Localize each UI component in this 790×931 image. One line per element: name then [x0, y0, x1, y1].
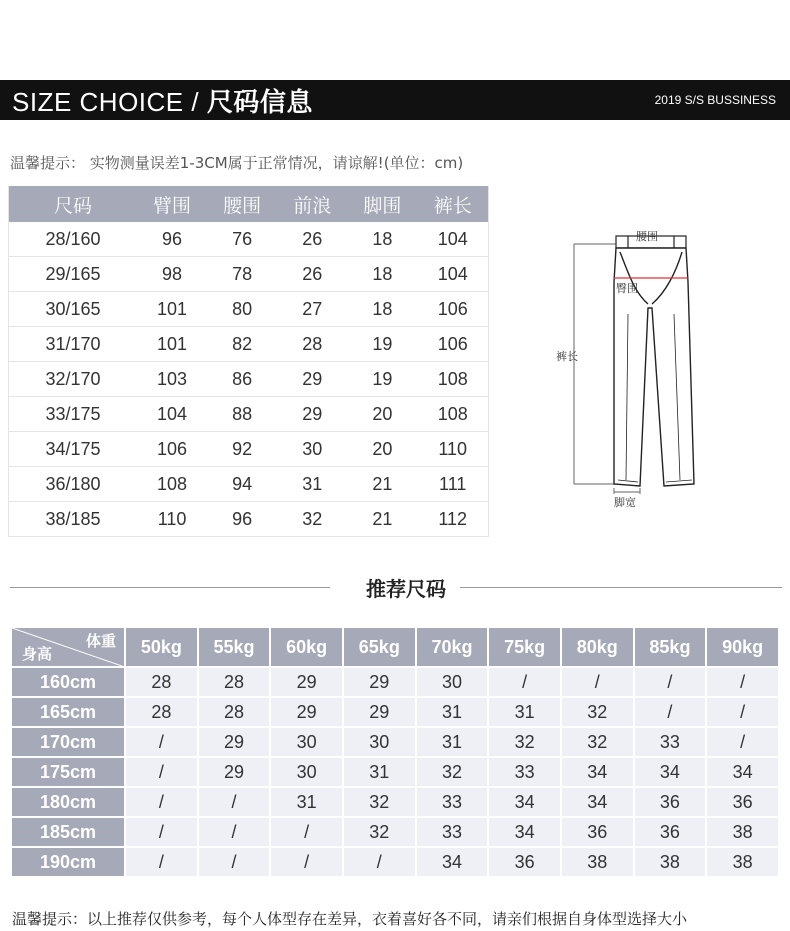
- recommend-cell: /: [125, 817, 198, 847]
- recommend-cell: 31: [488, 697, 561, 727]
- recommend-cell: /: [634, 667, 707, 697]
- recommend-cell: 38: [561, 847, 634, 877]
- recommend-cell: 33: [416, 817, 489, 847]
- size-cell: 30: [277, 432, 347, 467]
- recommend-cell: /: [706, 667, 779, 697]
- recommend-cell: 29: [270, 667, 343, 697]
- page-title: [12, 82, 313, 119]
- recommend-cell: 38: [634, 847, 707, 877]
- size-cell: 76: [207, 222, 277, 257]
- recommend-tip: 温馨提示：以上推荐仅供参考，每个人体型存在差异，衣着喜好各不同，请亲们根据自身体型选择大小: [12, 910, 688, 928]
- recommend-cell: 30: [343, 727, 416, 757]
- size-cell: 19: [347, 327, 417, 362]
- recommend-cell: /: [198, 787, 271, 817]
- recommend-cell: 34: [488, 817, 561, 847]
- size-cell: 80: [207, 292, 277, 327]
- recommend-cell: /: [270, 817, 343, 847]
- recommend-cell: 36: [488, 847, 561, 877]
- recommend-cell: 31: [416, 697, 489, 727]
- size-cell: 28/160: [9, 222, 138, 257]
- recommend-row: [11, 697, 779, 727]
- size-cell: 20: [347, 432, 417, 467]
- size-cell: 29: [277, 397, 347, 432]
- measurement-tip: 温馨提示： 实物测量误差1-3CM属于正常情况，请谅解!(单位：cm): [10, 154, 464, 172]
- recommend-cell: 32: [343, 817, 416, 847]
- height-axis-label: 身高: [22, 645, 53, 663]
- size-cell: 98: [137, 257, 207, 292]
- recommend-cell: /: [125, 787, 198, 817]
- size-row: [9, 292, 489, 327]
- recommend-cell: 33: [488, 757, 561, 787]
- size-cell: 27: [277, 292, 347, 327]
- recommend-cell: 34: [488, 787, 561, 817]
- recommend-cell: 32: [416, 757, 489, 787]
- size-cell: 18: [347, 257, 417, 292]
- size-row: [9, 257, 489, 292]
- size-cell: 21: [347, 502, 417, 537]
- weight-header: 55kg: [198, 627, 271, 667]
- recommend-cell: 33: [634, 727, 707, 757]
- recommend-row: [11, 757, 779, 787]
- recommend-title: 推荐尺码: [366, 577, 446, 601]
- recommend-cell: 29: [343, 697, 416, 727]
- size-cell: 26: [277, 257, 347, 292]
- recommend-cell: 29: [270, 697, 343, 727]
- size-cell: 92: [207, 432, 277, 467]
- height-header: 180cm: [11, 787, 125, 817]
- recommend-cell: /: [561, 667, 634, 697]
- recommend-cell: /: [198, 817, 271, 847]
- size-col-header: 裤长: [417, 186, 488, 222]
- recommend-cell: 36: [706, 787, 779, 817]
- recommend-cell: 28: [198, 667, 271, 697]
- size-cell: 31: [277, 467, 347, 502]
- size-row: [9, 432, 489, 467]
- recommend-cell: 36: [561, 817, 634, 847]
- size-cell: 20: [347, 397, 417, 432]
- size-cell: 82: [207, 327, 277, 362]
- recommend-cell: /: [125, 847, 198, 877]
- recommend-table-header: [11, 627, 779, 667]
- corner-cell: [11, 627, 125, 667]
- size-cell: 94: [207, 467, 277, 502]
- size-cell: 32: [277, 502, 347, 537]
- recommend-cell: /: [125, 727, 198, 757]
- size-cell: 32/170: [9, 362, 138, 397]
- recommend-cell: /: [343, 847, 416, 877]
- divider-right: [460, 587, 782, 588]
- size-cell: 104: [417, 257, 488, 292]
- size-cell: 96: [207, 502, 277, 537]
- size-cell: 18: [347, 222, 417, 257]
- recommend-cell: 32: [343, 787, 416, 817]
- recommend-cell: /: [706, 697, 779, 727]
- recommend-cell: 38: [706, 847, 779, 877]
- size-row: [9, 467, 489, 502]
- recommend-cell: 34: [561, 787, 634, 817]
- weight-axis-label: 体重: [85, 632, 116, 650]
- title-en: SIZE CHOICE /: [12, 86, 207, 117]
- recommend-cell: 34: [561, 757, 634, 787]
- size-cell: 108: [417, 397, 488, 432]
- weight-header: 80kg: [561, 627, 634, 667]
- size-cell: 106: [137, 432, 207, 467]
- recommend-cell: 36: [634, 787, 707, 817]
- height-header: 190cm: [11, 847, 125, 877]
- recommend-cell: 32: [488, 727, 561, 757]
- size-cell: 38/185: [9, 502, 138, 537]
- recommend-cell: 32: [561, 697, 634, 727]
- recommend-cell: 30: [270, 757, 343, 787]
- recommend-cell: /: [488, 667, 561, 697]
- size-table: [8, 186, 489, 537]
- recommend-cell: 28: [125, 697, 198, 727]
- recommend-cell: /: [270, 847, 343, 877]
- size-cell: 111: [417, 467, 488, 502]
- size-cell: 19: [347, 362, 417, 397]
- season-label: 2019 S/S BUSSINESS: [654, 93, 776, 107]
- recommend-cell: 29: [343, 667, 416, 697]
- size-row: [9, 327, 489, 362]
- weight-header: 50kg: [125, 627, 198, 667]
- size-cell: 30/165: [9, 292, 138, 327]
- size-cell: 36/180: [9, 467, 138, 502]
- size-cell: 34/175: [9, 432, 138, 467]
- size-cell: 21: [347, 467, 417, 502]
- size-row: [9, 222, 489, 257]
- weight-header: 70kg: [416, 627, 489, 667]
- size-col-header: 前浪: [277, 186, 347, 222]
- divider-left: [10, 587, 330, 588]
- length-dimension: [574, 244, 616, 484]
- weight-header: 75kg: [488, 627, 561, 667]
- recommend-row: [11, 817, 779, 847]
- recommend-cell: /: [125, 757, 198, 787]
- recommend-cell: 38: [706, 817, 779, 847]
- recommend-cell: 29: [198, 757, 271, 787]
- size-table-header: [9, 186, 489, 222]
- size-cell: 29: [277, 362, 347, 397]
- size-col-header: 脚围: [347, 186, 417, 222]
- size-cell: 110: [417, 432, 488, 467]
- size-cell: 108: [417, 362, 488, 397]
- waist-label: 腰围: [636, 230, 658, 243]
- recommend-cell: 31: [416, 727, 489, 757]
- recommend-cell: 32: [561, 727, 634, 757]
- hip-label: 臀围: [616, 282, 638, 295]
- size-col-header: 尺码: [9, 186, 138, 222]
- length-label: 裤长: [556, 350, 578, 363]
- size-cell: 18: [347, 292, 417, 327]
- pants-diagram: [548, 222, 708, 512]
- recommend-cell: 28: [198, 697, 271, 727]
- weight-header: 90kg: [706, 627, 779, 667]
- size-col-header: 腰围: [207, 186, 277, 222]
- recommend-cell: /: [634, 697, 707, 727]
- size-cell: 29/165: [9, 257, 138, 292]
- recommend-row: [11, 787, 779, 817]
- size-cell: 112: [417, 502, 488, 537]
- size-row: [9, 397, 489, 432]
- size-cell: 33/175: [9, 397, 138, 432]
- recommend-cell: 34: [634, 757, 707, 787]
- weight-header: 60kg: [270, 627, 343, 667]
- recommend-cell: 34: [706, 757, 779, 787]
- title-cn: 尺码信息: [206, 87, 313, 118]
- size-cell: 26: [277, 222, 347, 257]
- recommend-row: [11, 667, 779, 697]
- size-cell: 88: [207, 397, 277, 432]
- recommend-heading: [10, 572, 782, 602]
- size-cell: 104: [417, 222, 488, 257]
- size-cell: 96: [137, 222, 207, 257]
- size-cell: 106: [417, 292, 488, 327]
- recommend-cell: 31: [343, 757, 416, 787]
- size-cell: 31/170: [9, 327, 138, 362]
- weight-header: 85kg: [634, 627, 707, 667]
- height-header: 185cm: [11, 817, 125, 847]
- recommend-row: [11, 727, 779, 757]
- recommend-cell: /: [706, 727, 779, 757]
- recommend-cell: 36: [634, 817, 707, 847]
- height-header: 175cm: [11, 757, 125, 787]
- size-row: [9, 502, 489, 537]
- header-bar: [0, 80, 790, 120]
- recommend-row: [11, 847, 779, 877]
- size-cell: 108: [137, 467, 207, 502]
- recommend-cell: 33: [416, 787, 489, 817]
- size-cell: 103: [137, 362, 207, 397]
- size-cell: 86: [207, 362, 277, 397]
- recommend-cell: 31: [270, 787, 343, 817]
- size-cell: 28: [277, 327, 347, 362]
- recommend-cell: 29: [198, 727, 271, 757]
- recommend-cell: 30: [270, 727, 343, 757]
- size-row: [9, 362, 489, 397]
- size-col-header: 臂围: [137, 186, 207, 222]
- size-cell: 110: [137, 502, 207, 537]
- size-cell: 78: [207, 257, 277, 292]
- size-cell: 101: [137, 292, 207, 327]
- hem-dimension: [614, 488, 640, 494]
- recommend-cell: 30: [416, 667, 489, 697]
- height-header: 165cm: [11, 697, 125, 727]
- size-cell: 104: [137, 397, 207, 432]
- hem-label: 脚宽: [614, 496, 636, 509]
- recommend-table: [10, 626, 780, 878]
- recommend-cell: 34: [416, 847, 489, 877]
- height-header: 160cm: [11, 667, 125, 697]
- height-header: 170cm: [11, 727, 125, 757]
- size-cell: 101: [137, 327, 207, 362]
- recommend-cell: /: [198, 847, 271, 877]
- size-cell: 106: [417, 327, 488, 362]
- weight-header: 65kg: [343, 627, 416, 667]
- recommend-cell: 28: [125, 667, 198, 697]
